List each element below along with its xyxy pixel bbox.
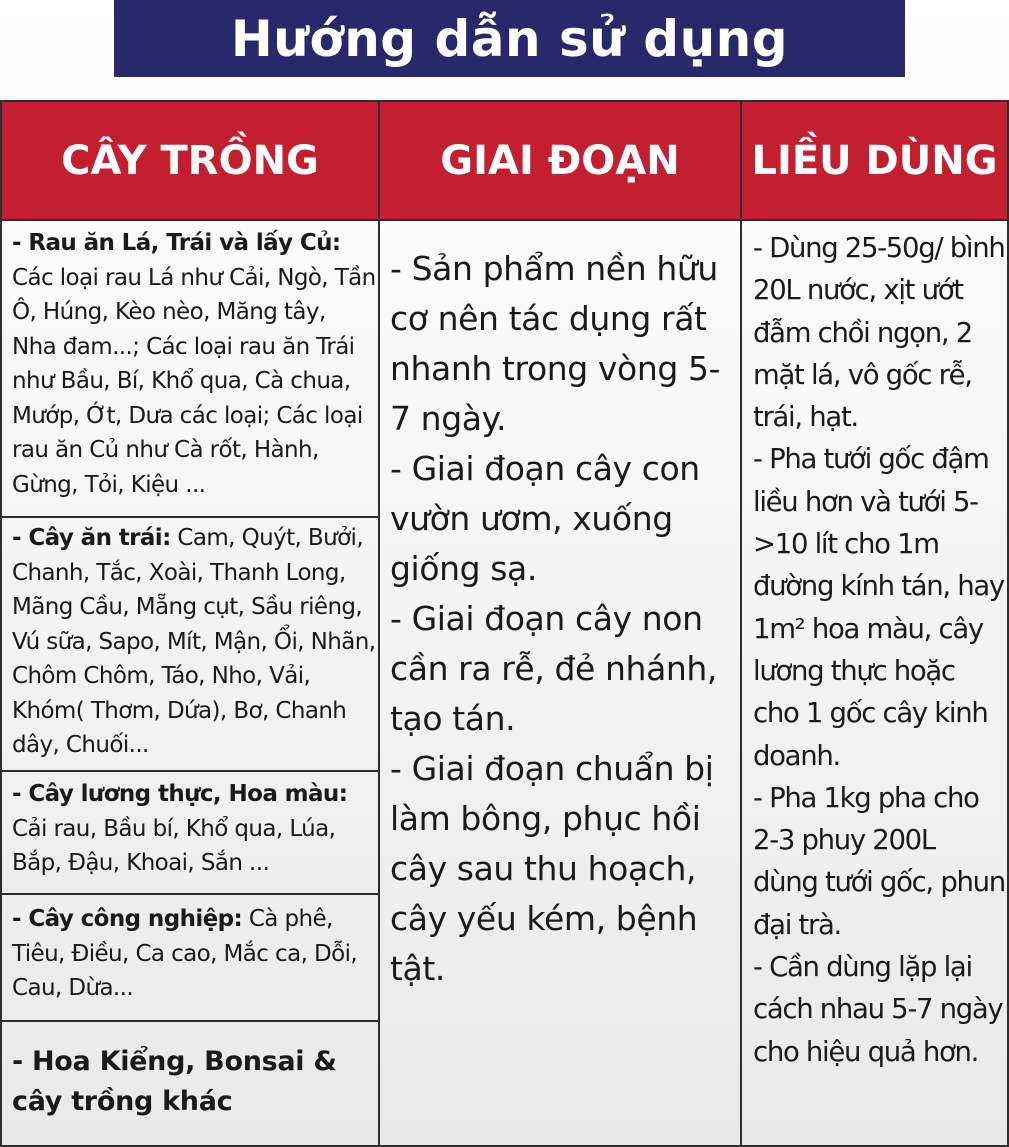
row-divider bbox=[2, 770, 378, 772]
crop-cell-vegetables bbox=[12, 226, 376, 502]
stage-text: - Sản phẩm nền hữu cơ nên tác dụng rất nhanh trong vòng 5-7 ngày. - Giai đoạn cây con vườn ươm, xuống giống sạ. - Giai đoạn cây non cần ra rễ, đẻ nhánh, tạo tán. - Giai đoạn chuẩn bị làm bông, phục hồi cây sau thu hoạch, cây yếu kém, bệnh tật. bbox=[390, 249, 721, 988]
row-divider bbox=[2, 1020, 378, 1022]
column-divider bbox=[740, 102, 742, 1145]
crop-heading: - Hoa Kiểng, Bonsai & cây trồng khác bbox=[12, 1046, 337, 1117]
header-crop: CÂY TRỒNG bbox=[2, 102, 378, 219]
row-divider bbox=[2, 516, 378, 518]
crop-heading: - Cây lương thực, Hoa màu: bbox=[12, 781, 348, 807]
crop-cell-food-crops bbox=[12, 777, 376, 881]
header-divider bbox=[2, 219, 1007, 221]
crop-heading: - Cây công nghiệp: bbox=[12, 906, 243, 932]
header-dosage: LIỀU DÙNG bbox=[742, 102, 1007, 219]
dosage-text: - Dùng 25-50g/ bình 20L nước, xịt ướt đẫm chồi ngọn, 2 mặt lá, vô gốc rễ, trái, hạt. - Pha tưới gốc đậm liều hơn và tưới 5->10 lít cho 1m đường kính tán, hay 1m² hoa màu, cây lương thực hoặc cho 1 gốc cây kinh doanh. - Pha 1kg pha cho 2-3 phuy 200L dùng tưới gốc, phun đại trà. - Cần dùng lặp lại cách nhau 5-7 ngày cho hiệu quả hơn. bbox=[753, 232, 1005, 1068]
crop-text: Cải rau, Bầu bí, Khổ qua, Lúa, Bắp, Đậu, Khoai, Sắn ... bbox=[12, 815, 336, 876]
column-divider bbox=[378, 102, 380, 1145]
crop-heading: - Cây ăn trái: bbox=[12, 525, 171, 551]
crop-cell-ornamental bbox=[12, 1042, 376, 1122]
crop-heading: - Rau ăn Lá, Trái và lấy Củ: bbox=[12, 230, 341, 256]
crop-cell-fruit-trees bbox=[12, 521, 376, 763]
crop-text: Các loại rau Lá như Cải, Ngò, Tần Ô, Húng, Kèo nèo, Măng tây, Nha đam...; Các loại rau ăn Trái như Bầu, Bí, Khổ qua, Cà chua, Mướp, Ớt, Dưa các loại; Các loại rau ăn Củ như Cà rốt, Hành, Gừng, Tỏi, Kiệu ... bbox=[12, 264, 376, 498]
usage-table bbox=[0, 100, 1009, 1147]
crop-text: Cà phê, Tiêu, Điều, Ca cao, Mắc ca, Dỗi, Cau, Dừa... bbox=[12, 906, 358, 1001]
header-stage: GIAI ĐOẠN bbox=[380, 102, 740, 219]
page-title: Hướng dẫn sử dụng bbox=[114, 0, 905, 77]
crop-text: Cam, Quýt, Bưởi, Chanh, Tắc, Xoài, Thanh Long, Mãng Cầu, Mẵng cụt, Sầu riêng, Vú sữa, Sapo, Mít, Mận, Ổi, Nhãn, Chôm Chôm, Táo, Nho, Vải, Khóm( Thơm, Dứa), Bơ, Chanh dây, Chuối... bbox=[12, 525, 376, 758]
row-divider bbox=[2, 893, 378, 895]
crop-cell-industrial bbox=[12, 902, 376, 1006]
